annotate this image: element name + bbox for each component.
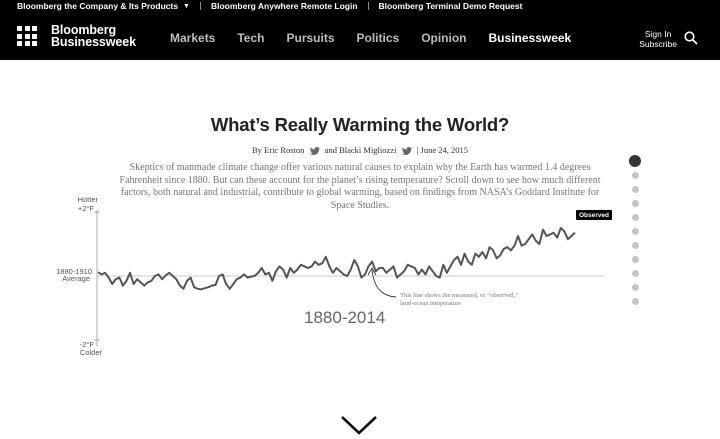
progress-dot[interactable]: [632, 214, 639, 221]
twitter-bird-icon[interactable]: [402, 147, 412, 155]
progress-dot[interactable]: [632, 298, 639, 305]
nav-link-tech[interactable]: Tech: [237, 31, 265, 45]
progress-dot[interactable]: [632, 186, 639, 193]
nav-link-opinion[interactable]: Opinion: [421, 31, 467, 45]
progress-dot[interactable]: [632, 228, 639, 235]
author-1[interactable]: By Eric Roston: [252, 145, 305, 155]
axis-tick-plus2: +2°F: [77, 204, 94, 213]
article-title: What’s Really Warming the World?: [210, 114, 510, 135]
progress-dot[interactable]: [632, 172, 639, 179]
progress-dot[interactable]: [632, 284, 639, 291]
sign-in-link[interactable]: Sign In: [644, 29, 672, 39]
author-2[interactable]: and Blacki Migliozzi: [324, 145, 397, 155]
progress-dot[interactable]: [632, 256, 639, 263]
axis-label-colder: Colder: [79, 348, 102, 357]
company-products-label: Bloomberg the Company & Its Products: [17, 1, 179, 11]
terminal-demo-link[interactable]: Bloomberg Terminal Demo Request: [378, 1, 523, 11]
publish-date: | June 24, 2015: [416, 145, 468, 155]
axis-label-hotter: Hotter: [77, 195, 98, 204]
scroll-progress-dots: [628, 155, 642, 312]
logo-line-2: Businessweek: [51, 35, 136, 49]
chevron-down-icon: ▼: [183, 2, 190, 10]
observed-series-tag: Observed: [576, 210, 612, 220]
observed-series-line: [98, 228, 575, 289]
baseline-label-years: 1880-1910: [56, 267, 92, 276]
baseline-label-average: Average: [62, 274, 90, 283]
observed-line-annotation: This line shows the measured, or “observed,” land-ocean temperature: [400, 292, 519, 307]
logo-line-1: Bloomberg: [51, 23, 117, 37]
progress-dot[interactable]: [629, 155, 641, 167]
progress-dot[interactable]: [632, 270, 639, 277]
axis-tick-minus2: -2°F: [79, 340, 94, 349]
progress-dot[interactable]: [632, 200, 639, 207]
twitter-bird-icon[interactable]: [310, 147, 320, 155]
byline: [0, 145, 720, 155]
nav-link-politics[interactable]: Politics: [356, 31, 400, 45]
subscribe-link[interactable]: Subscribe: [639, 39, 677, 49]
article-lede: Skeptics of manmade climate change offer various natural causes to explain why the Earth has warmed 1.4 degrees Fahrenheit since 1880. But can these account for the planet’s rising temperature? Scroll down to see how much different factors, both natural and industrial, contribute to global warming, based on findings from NASA’s Goddard Institute for Space Studies.: [119, 162, 601, 211]
period-label: 1880-2014: [304, 308, 386, 327]
nav-link-markets[interactable]: Markets: [170, 31, 216, 45]
nav-link-businessweek[interactable]: Businessweek: [488, 31, 572, 45]
chevron-down-icon[interactable]: [340, 414, 378, 436]
progress-dot[interactable]: [632, 242, 639, 249]
nav-link-pursuits[interactable]: Pursuits: [286, 31, 335, 45]
remote-login-link[interactable]: Bloomberg Anywhere Remote Login: [210, 1, 358, 11]
